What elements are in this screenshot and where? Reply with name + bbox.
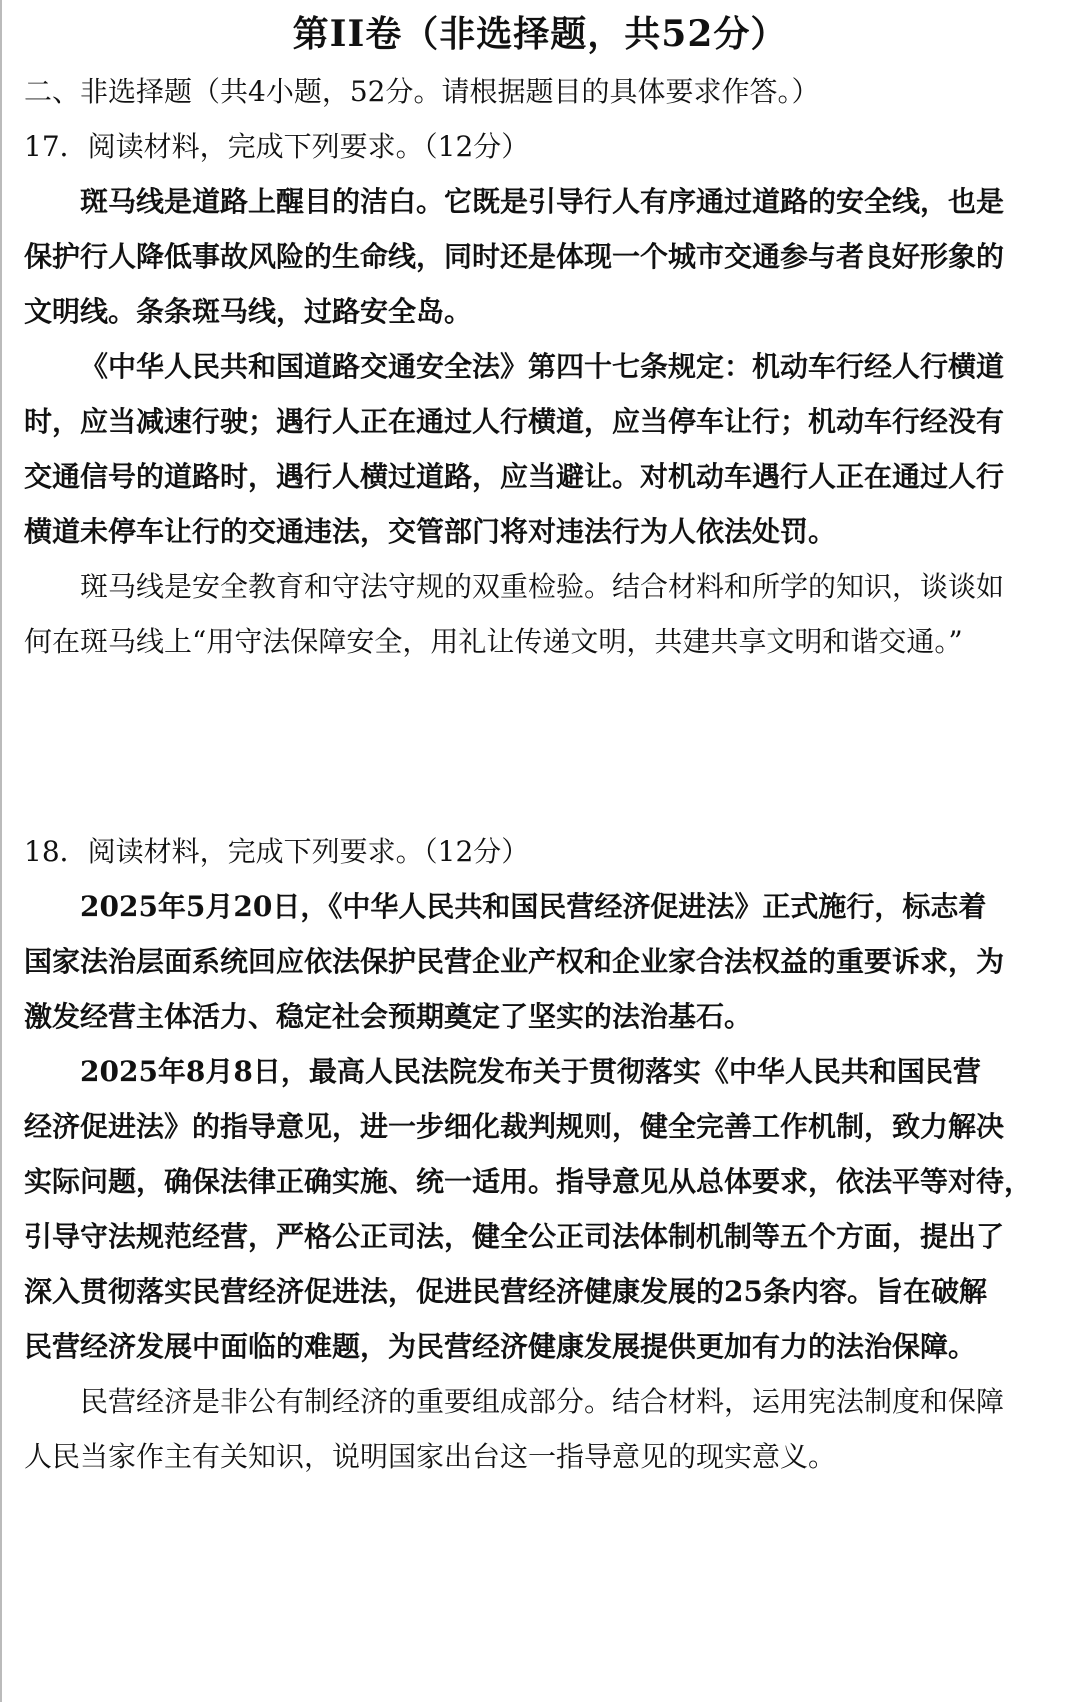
q18-p2-line: 深入贯彻落实民营经济促进法，促进民营经济健康发展的25条内容。旨在破解 (24, 1275, 987, 1308)
q18-p2-line: 经济促进法》的指导意见，进一步细化裁判规则，健全完善工作机制，致力解决 (24, 1110, 1005, 1143)
q17-question-line: 斑马线是安全教育和守法守规的双重检验。结合材料和所学的知识，谈谈如 (80, 570, 1005, 603)
q18-p1-line: 2025年5月20日，《中华人民共和国民营经济促进法》正式施行，标志着 (80, 890, 987, 923)
q17-p1-line: 文明线。条条斑马线，过路安全岛。 (24, 295, 473, 328)
instructions: 二、非选择题（共4小题，52分。请根据题目的具体要求作答。） (24, 75, 820, 108)
q17-p2-line: 时，应当减速行驶；遇行人正在通过人行横道，应当停车让行；机动车行经没有 (24, 405, 1005, 438)
q17-p1-line: 斑马线是道路上醒目的洁白。它既是引导行人有序通过道路的安全线，也是 (80, 185, 1005, 218)
q17-p2-line: 《中华人民共和国道路交通安全法》第四十七条规定：机动车行经人行横道 (80, 350, 1005, 383)
q18-p2-line: 引导守法规范经营，严格公正司法，健全公正司法体制机制等五个方面，提出了 (24, 1220, 1005, 1253)
page-edge (0, 0, 2, 1702)
q18-p1-line: 国家法治层面系统回应依法保护民营企业产权和企业家合法权益的重要诉求，为 (24, 945, 1005, 978)
q17-question-line: 何在斑马线上“用守法保障安全，用礼让传递文明，共建共享文明和谐交通。” (24, 625, 963, 658)
q17-heading: 17．阅读材料，完成下列要求。（12分） (24, 130, 530, 163)
q18-p1-line: 激发经营主体活力、稳定社会预期奠定了坚实的法治基石。 (24, 1000, 753, 1033)
q17-p2-line: 横道未停车让行的交通违法，交管部门将对违法行为人依法处罚。 (24, 515, 837, 548)
q17-p1-line: 保护行人降低事故风险的生命线，同时还是体现一个城市交通参与者良好形象的 (24, 240, 1005, 273)
q18-heading: 18．阅读材料，完成下列要求。（12分） (24, 835, 530, 868)
q18-question-line: 人民当家作主有关知识，说明国家出台这一指导意见的现实意义。 (24, 1440, 837, 1473)
q18-p2-line: 民营经济发展中面临的难题，为民营经济健康发展提供更加有力的法治保障。 (24, 1330, 977, 1363)
q18-question-line: 民营经济是非公有制经济的重要组成部分。结合材料，运用宪法制度和保障 (80, 1385, 1005, 1418)
section-title: 第II卷（非选择题，共52分） (292, 13, 788, 55)
q18-p2-line: 实际问题，确保法律正确实施、统一适用。指导意见从总体要求，依法平等对待， (24, 1165, 1033, 1198)
q18-p2-line: 2025年8月8日，最高人民法院发布关于贯彻落实《中华人民共和国民营 (80, 1055, 981, 1088)
q17-p2-line: 交通信号的道路时，遇行人横过道路，应当避让。对机动车遇行人正在通过人行 (24, 460, 1005, 493)
